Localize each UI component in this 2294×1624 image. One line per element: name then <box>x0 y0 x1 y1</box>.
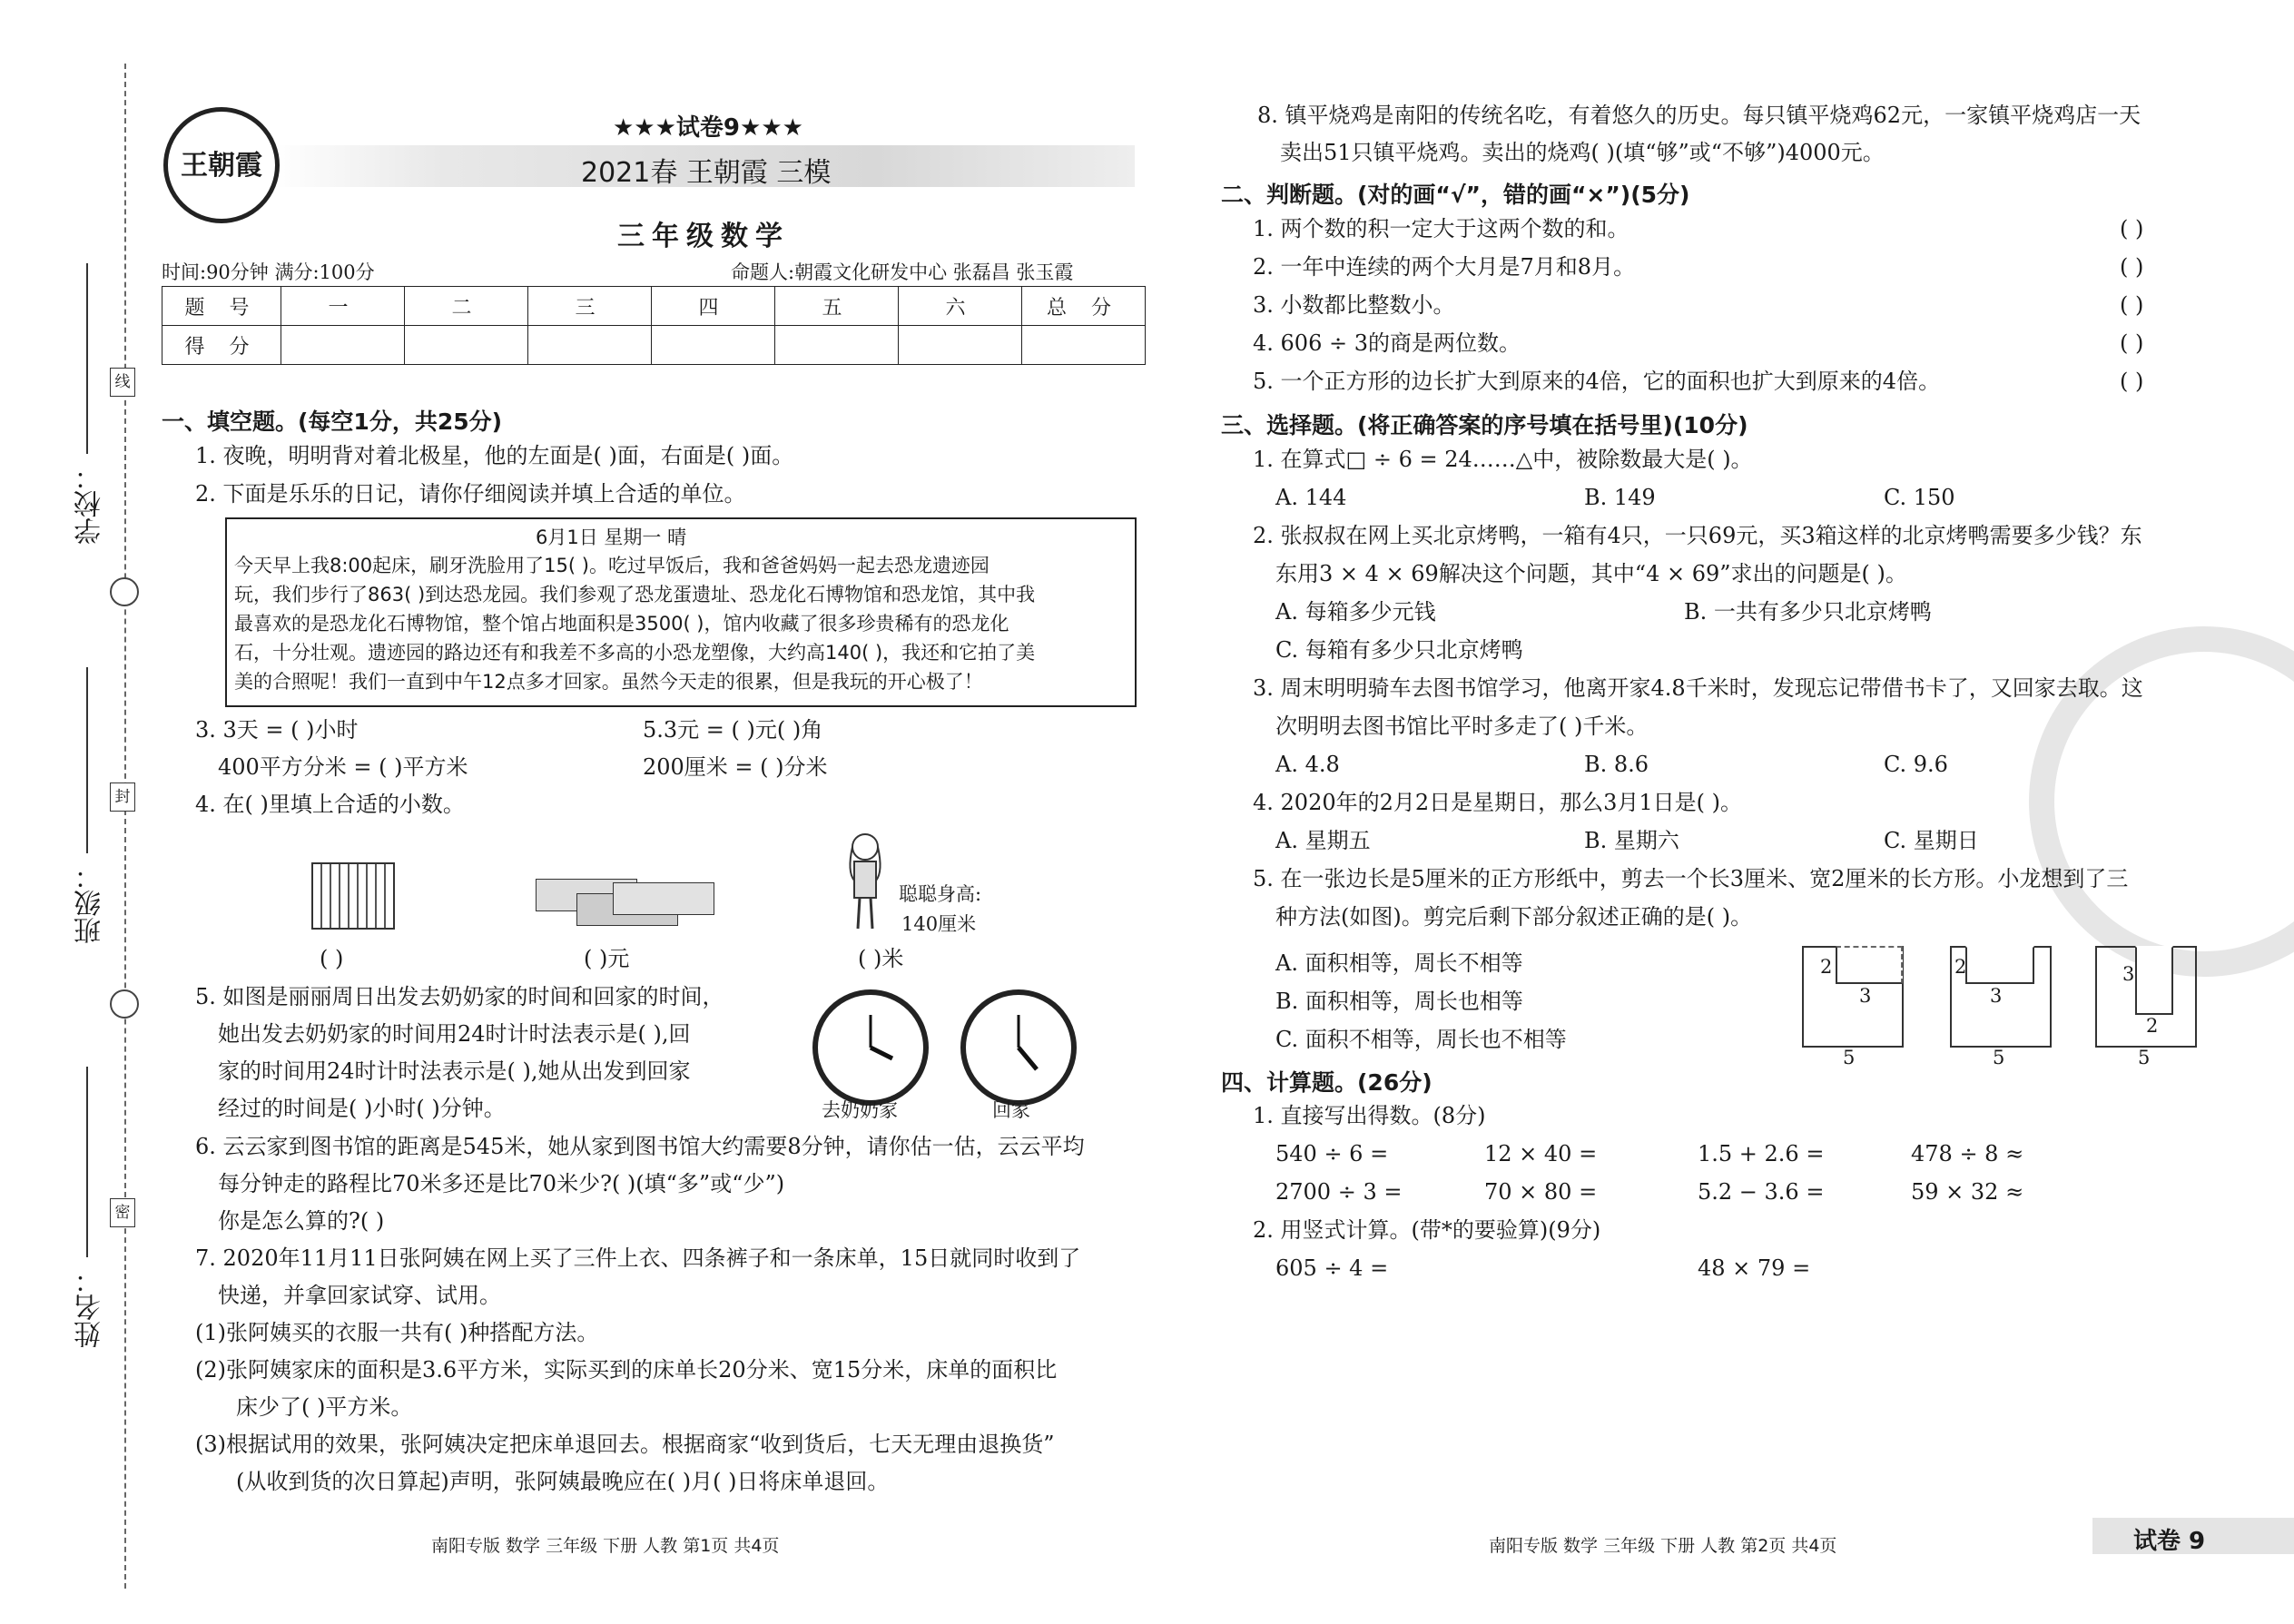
calc-item: 48 × 79 = <box>1698 1255 1811 1281</box>
binding-hole <box>110 989 139 1019</box>
binding-dashed-line <box>124 64 126 1589</box>
score-row-heading <box>162 287 1146 326</box>
section2-title: 二、判断题。(对的画“√”，错的画“×”)(5分) <box>1221 182 1690 208</box>
diary-line: 最喜欢的是恐龙化石博物馆，整个馆占地面积是3500( )，馆内收藏了很多珍贵稀有的恐龙化 <box>234 613 1009 635</box>
height-value: 140厘米 <box>901 913 977 935</box>
score-row-values <box>162 326 1146 365</box>
height-label: 聪聪身高: <box>899 883 982 905</box>
q7-line: 7. 2020年11月11日张阿姨在网上买了三件上衣、四条裤子和一条床单，15日就同时收到了 <box>195 1245 1081 1271</box>
score-cell: 五 <box>775 287 899 326</box>
score-cell: 二 <box>405 287 528 326</box>
q3-c: 400平方分米 = ( )平方米 <box>218 754 468 780</box>
q7-line: (2)张阿姨家床的面积是3.6平方米，实际买到的床单长20分米、宽15分米，床单的面积比 <box>195 1357 1058 1383</box>
school-field[interactable] <box>86 263 88 454</box>
q7-line: (1)张阿姨买的衣服一共有( )种搭配方法。 <box>195 1320 599 1345</box>
q3-a: 3. 3天 = ( )小时 <box>195 717 359 743</box>
footer-right: 南阳专版 数学 三年级 下册 人教 第2页 共4页 <box>1489 1536 1837 1556</box>
q4-blank-1[interactable]: ( ) <box>320 946 344 971</box>
binding-mark-mi: 密 <box>110 1198 135 1227</box>
q3-d: 200厘米 = ( )分米 <box>643 754 828 780</box>
figure-label: 3 <box>1990 985 2003 1007</box>
figure-label: 2 <box>1820 956 1833 978</box>
q6-line: 你是怎么算的?( ) <box>218 1208 385 1234</box>
choice-option[interactable]: C. 面积不相等，周长也不相等 <box>1275 1027 1567 1052</box>
name-field[interactable] <box>86 1067 88 1257</box>
banknote-icon <box>613 882 714 915</box>
binding-hole <box>110 577 139 606</box>
money-illustration <box>536 879 713 933</box>
score-cell: 六 <box>899 287 1022 326</box>
score-input[interactable] <box>281 326 405 365</box>
calc-item: 605 ÷ 4 = <box>1275 1255 1389 1281</box>
choice-option[interactable]: A. 面积相等，周长不相等 <box>1275 950 1523 976</box>
section1-title: 一、填空题。(每空1分，共25分) <box>162 408 503 435</box>
q8-line: 8. 镇平烧鸡是南阳的传统名吃，有着悠久的历史。每只镇平烧鸡62元，一家镇平烧鸡店一天 <box>1257 103 2141 128</box>
calc-item: 540 ÷ 6 = <box>1275 1141 1389 1166</box>
calc-item: 478 ÷ 8 ≈ <box>1911 1141 2024 1166</box>
q5-line: 家的时间用24时计时法表示是( ),她从出发到回家 <box>218 1058 691 1084</box>
choice-q4: 4. 2020年的2月2日是星期日，那么3月1日是( )。 <box>1253 790 1743 815</box>
binding-mark-feng: 封 <box>110 782 135 812</box>
score-input[interactable] <box>652 326 775 365</box>
choice-q3: 次明明去图书馆比平时多走了( )千米。 <box>1275 714 1649 739</box>
choice-option[interactable]: B. 面积相等，周长也相等 <box>1275 989 1523 1014</box>
subject-title: 三年级数学 <box>617 221 790 252</box>
q7-line: (3)根据试用的效果，张阿姨决定把床单退回去。根据商家“收到货后，七天无理由退换货” <box>195 1432 1055 1457</box>
figure-cut-b <box>1965 946 2034 984</box>
calc-item: 5.2 − 3.6 = <box>1698 1179 1825 1205</box>
q4-blank-2[interactable]: ( )元 <box>584 946 630 971</box>
choice-q2: 东用3 × 4 × 69解决这个问题，其中“4 × 69”求出的问题是( )。 <box>1275 561 1907 586</box>
exam-title: 2021春 王朝霞 三模 <box>581 157 832 189</box>
q3-b: 5.3元 = ( )元( )角 <box>643 717 823 743</box>
figure-label: 3 <box>1859 985 1872 1007</box>
calc-item: 12 × 40 = <box>1484 1141 1598 1166</box>
choice-option[interactable]: C. 每箱有多少只北京烤鸭 <box>1275 637 1523 663</box>
judge-answer[interactable]: ( ) <box>2120 330 2144 356</box>
school-label: 学校： <box>74 463 106 545</box>
choice-option[interactable]: C. 150 <box>1884 485 1955 510</box>
figure-label: 2 <box>2146 1015 2159 1037</box>
exam-authors: 命题人:朝霞文化研发中心 张磊昌 张玉霞 <box>731 261 1074 283</box>
figure-cut-a <box>1836 946 1903 984</box>
choice-q5: 种方法(如图)。剪完后剩下部分叙述正确的是( )。 <box>1275 904 1753 930</box>
q1-text: 1. 夜晚，明明背对着北极星，他的左面是( )面，右面是( )面。 <box>195 443 794 468</box>
score-input[interactable] <box>528 326 652 365</box>
score-cell: 三 <box>528 287 652 326</box>
judge-item: 1. 两个数的积一定大于这两个数的和。 <box>1253 216 1629 241</box>
judge-answer[interactable]: ( ) <box>2120 254 2144 280</box>
judge-item: 3. 小数都比整数小。 <box>1253 292 1455 318</box>
choice-option[interactable]: B. 8.6 <box>1584 752 1649 777</box>
q4-text: 4. 在( )里填上合适的小数。 <box>195 792 465 817</box>
q6-line: 每分钟走的路程比70米多还是比70米少?( )(填“多”或“少”) <box>218 1171 785 1196</box>
figure-label: 5 <box>1843 1047 1856 1068</box>
class-label: 班级： <box>74 862 106 944</box>
q7-line: (从收到货的次日算起)声明，张阿姨最晚应在( )月( )日将床单退回。 <box>236 1469 890 1494</box>
judge-answer[interactable]: ( ) <box>2120 369 2144 394</box>
q8-line: 卖出51只镇平烧鸡。卖出的烧鸡( )(填“够”或“不够”)4000元。 <box>1280 140 1885 165</box>
binding-mark-xian: 线 <box>110 368 135 397</box>
choice-q1: 1. 在算式□ ÷ 6 = 24……△中，被除数最大是( )。 <box>1253 447 1753 472</box>
calc-item: 2700 ÷ 3 = <box>1275 1179 1403 1205</box>
figure-label: 5 <box>1993 1047 2005 1068</box>
choice-option[interactable]: A. 星期五 <box>1275 828 1371 853</box>
q7-line: 快递，并拿回家试穿、试用。 <box>218 1283 501 1308</box>
score-input[interactable] <box>899 326 1022 365</box>
choice-option[interactable]: C. 9.6 <box>1884 752 1948 777</box>
judge-answer[interactable]: ( ) <box>2120 292 2144 318</box>
score-cell: 题 号 <box>162 287 281 326</box>
figure-cut-c <box>2135 946 2173 1015</box>
choice-q5: 5. 在一张边长是5厘米的正方形纸中，剪去一个长3厘米、宽2厘米的长方形。小龙想到了三 <box>1253 866 2129 891</box>
score-input[interactable] <box>405 326 528 365</box>
judge-item: 2. 一年中连续的两个大月是7月和8月。 <box>1253 254 1636 280</box>
diary-line: 石，十分壮观。遗迹园的路边还有和我差不多高的小恐龙塑像，大约高140( )，我还和它拍了美 <box>234 642 1036 664</box>
choice-option[interactable]: B. 一共有多少只北京烤鸭 <box>1684 599 1932 625</box>
calc-item: 1.5 + 2.6 = <box>1698 1141 1825 1166</box>
class-field[interactable] <box>86 667 88 853</box>
q5-line: 经过的时间是( )小时( )分钟。 <box>218 1096 506 1121</box>
q7-line: 床少了( )平方米。 <box>236 1394 413 1420</box>
score-table <box>162 286 1146 365</box>
clock-caption-go: 去奶奶家 <box>822 1099 898 1121</box>
q5-line: 5. 如图是丽丽周日出发去奶奶家的时间和回家的时间， <box>195 984 724 1009</box>
girl-icon <box>840 831 891 935</box>
section3-title: 三、选择题。(将正确答案的序号填在括号里)(10分) <box>1221 412 1748 438</box>
q6-line: 6. 云云家到图书馆的距离是545米，她从家到图书馆大约需要8分钟，请你估一估，云云平均 <box>195 1134 1085 1159</box>
score-cell: 得 分 <box>162 326 281 365</box>
score-input[interactable] <box>775 326 899 365</box>
choice-option[interactable]: A. 144 <box>1275 485 1347 510</box>
footer-left: 南阳专版 数学 三年级 下册 人教 第1页 共4页 <box>431 1536 780 1556</box>
q5-line: 她出发去奶奶家的时间用24时计时法表示是( ),回 <box>218 1021 691 1047</box>
choice-option[interactable]: A. 4.8 <box>1275 752 1340 777</box>
logo-text: 王朝霞 <box>181 150 262 182</box>
calc-item: 70 × 80 = <box>1484 1179 1598 1205</box>
section4-title: 四、计算题。(26分) <box>1221 1069 1433 1096</box>
choice-option[interactable]: C. 星期日 <box>1884 828 1979 853</box>
clock-icon <box>812 989 929 1106</box>
q4-blank-3[interactable]: ( )米 <box>858 946 904 971</box>
calc-q1: 1. 直接写出得数。(8分) <box>1253 1103 1486 1128</box>
score-cell: 一 <box>281 287 405 326</box>
diary-heading: 6月1日 星期一 晴 <box>536 527 687 548</box>
choice-option[interactable]: B. 149 <box>1584 485 1656 510</box>
clock-hands <box>818 995 923 1100</box>
choice-q2: 2. 张叔叔在网上买北京烤鸭，一箱有4只，一只69元，买3箱这样的北京烤鸭需要多少钱？东 <box>1253 523 2142 548</box>
score-cell: 总 分 <box>1022 287 1146 326</box>
figure-label: 5 <box>2138 1047 2151 1068</box>
brand-logo <box>163 107 280 223</box>
ruler-illustration <box>311 862 395 930</box>
figure-label: 2 <box>1954 956 1967 978</box>
figure-label: 3 <box>2122 963 2135 985</box>
score-cell: 四 <box>652 287 775 326</box>
name-label: 姓名： <box>74 1266 106 1348</box>
calc-q2: 2. 用竖式计算。(带*的要验算)(9分) <box>1253 1217 1601 1243</box>
choice-option[interactable]: B. 星期六 <box>1584 828 1679 853</box>
judge-item: 5. 一个正方形的边长扩大到原来的4倍，它的面积也扩大到原来的4倍。 <box>1253 369 1941 394</box>
judge-item: 4. 606 ÷ 3的商是两位数。 <box>1253 330 1521 356</box>
exam-time: 时间:90分钟 满分:100分 <box>162 261 375 283</box>
choice-q3: 3. 周末明明骑车去图书馆学习，他离开家4.8千米时，发现忘记带借书卡了，又回家去取。这 <box>1253 675 2143 701</box>
clock-icon <box>960 989 1077 1106</box>
calc-item: 59 × 32 ≈ <box>1911 1179 2024 1205</box>
judge-answer[interactable]: ( ) <box>2120 216 2144 241</box>
footer-tag: 试卷 9 <box>2133 1528 2206 1555</box>
diary-line: 美的合照呢！我们一直到中午12点多才回家。虽然今天走的很累，但是我玩的开心极了！ <box>234 671 983 693</box>
diary-line: 玩，我们步行了863( )到达恐龙园。我们参观了恐龙蛋遗址、恐龙化石博物馆和恐龙馆，其中我 <box>234 584 1036 605</box>
clock-caption-back: 回家 <box>992 1099 1030 1121</box>
q2-text: 2. 下面是乐乐的日记，请你仔细阅读并填上合适的单位。 <box>195 481 746 507</box>
diary-line: 今天早上我8:00起床，刷牙洗脸用了15( )。吃过早饭后，我和爸爸妈妈一起去恐龙遗迹园 <box>234 555 989 576</box>
clock-hands <box>966 995 1071 1100</box>
series-title: ★★★试卷9★★★ <box>613 114 803 142</box>
choice-option[interactable]: A. 每箱多少元钱 <box>1275 599 1436 625</box>
score-input[interactable] <box>1022 326 1146 365</box>
